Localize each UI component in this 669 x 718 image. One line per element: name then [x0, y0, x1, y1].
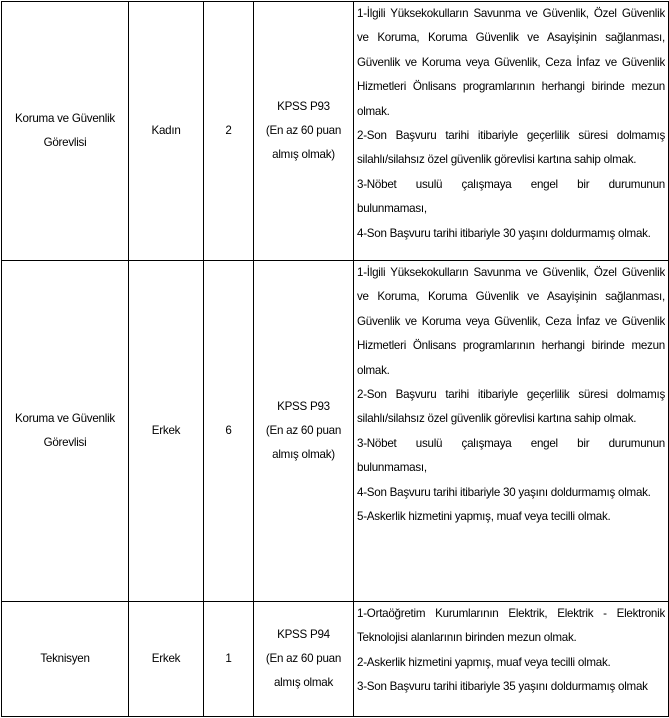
requirement-line: ve Koruma, Koruma Güvenlik ve Asayişinin sağlanması,: [357, 31, 665, 45]
requirement-line: silahlı/silahsız özel güvenlik görevlisi kartına sahip olmak.: [357, 153, 637, 167]
score-line: almış olmak): [272, 148, 335, 161]
position-title-line: Teknisyen: [40, 652, 90, 665]
requirement-line: olmak.: [357, 363, 390, 377]
table-row: [2, 2, 669, 261]
count-cell: [204, 2, 254, 261]
requirement-line: 1-Ortaöğretim Kurumlarının Elektrik, Elektrik - Elektronik: [357, 607, 665, 620]
gender-cell: [129, 2, 204, 261]
requirement-line: ve Koruma, Koruma Güvenlik ve Asayişinin sağlanması,: [357, 290, 665, 304]
requirement-line: 3-Son Başvuru tarihi itibariyle 35 yaşını doldurmamış olmak: [357, 680, 648, 694]
position-title-line: Görevlisi: [43, 436, 87, 449]
requirement-line: silahlı/silahsız özel güvenlik görevlisi kartına sahip olmak.: [357, 412, 637, 426]
requirements-cell: [354, 261, 669, 602]
gender-value: Kadın: [151, 124, 181, 137]
count-value: 2: [225, 124, 232, 137]
requirement-line: 2-Askerlik hizmetini yapmış, muaf veya tecilli olmak.: [357, 655, 611, 669]
table-row: [2, 602, 669, 717]
gender-value: Erkek: [151, 424, 181, 437]
requirement-line: 2-Son Başvuru tarihi itibariyle geçerlilik süresi dolmamış: [357, 388, 665, 402]
requirement-line: bulunmaması,: [357, 202, 427, 216]
requirement-line: olmak.: [357, 104, 390, 118]
requirements-cell: [354, 602, 669, 717]
score-cell: [254, 602, 354, 717]
requirement-line: Teknolojisi alanlarının birinden mezun olmak.: [357, 631, 577, 645]
requirement-line: bulunmaması,: [357, 461, 427, 475]
requirement-line: 2-Son Başvuru tarihi itibariyle geçerlilik süresi dolmamış: [357, 129, 665, 143]
score-line: KPSS P93: [277, 400, 330, 413]
requirement-line: 4-Son Başvuru tarihi itibariyle 30 yaşını doldurmamış olmak.: [357, 226, 651, 240]
count-value: 1: [225, 652, 232, 665]
score-line: KPSS P93: [277, 100, 330, 113]
requirement-line: Güvenlik ve Koruma veya Güvenlik, Ceza İnfaz ve Güvenlik: [357, 55, 665, 69]
requirement-line: 4-Son Başvuru tarihi itibariyle 30 yaşını doldurmamış olmak.: [357, 485, 651, 499]
requirement-line: 3-Nöbet usulü çalışmaya engel bir durumunun: [357, 177, 665, 191]
score-cell: [254, 261, 354, 602]
score-line: (En az 60 puan: [265, 424, 342, 437]
requirement-line: Hizmetleri Önlisans programlarının herhangi birinde mezun: [357, 80, 665, 94]
score-line: almış olmak: [273, 676, 334, 689]
score-line: KPSS P94: [277, 628, 330, 641]
requirement-line: 5-Askerlik hizmetini yapmış, muaf veya tecilli olmak.: [357, 510, 611, 524]
position-title-line: Koruma ve Güvenlik: [15, 112, 115, 125]
position-title-cell: [2, 2, 129, 261]
position-title-cell: [2, 261, 129, 602]
score-line: (En az 60 puan: [265, 124, 342, 137]
score-line: (En az 60 puan: [265, 652, 342, 665]
requirements-cell: [354, 2, 669, 261]
gender-cell: [129, 261, 204, 602]
position-title-line: Görevlisi: [43, 136, 87, 149]
position-title-line: Koruma ve Güvenlik: [15, 412, 115, 425]
requirement-line: Güvenlik ve Koruma veya Güvenlik, Ceza İnfaz ve Güvenlik: [357, 314, 665, 328]
score-line: almış olmak): [272, 448, 335, 461]
count-value: 6: [225, 424, 232, 437]
gender-cell: [129, 602, 204, 717]
position-title-cell: [2, 602, 129, 717]
requirement-line: 1-İlgili Yüksekokulların Savunma ve Güvenlik, Özel Güvenlik: [357, 266, 665, 279]
count-cell: [204, 261, 254, 602]
requirement-line: 3-Nöbet usulü çalışmaya engel bir durumunun: [357, 436, 665, 450]
count-cell: [204, 602, 254, 717]
job-requirements-table: [1, 1, 669, 717]
requirement-line: 1-İlgili Yüksekokulların Savunma ve Güvenlik, Özel Güvenlik: [357, 7, 665, 20]
requirement-line: Hizmetleri Önlisans programlarının herhangi birinde mezun: [357, 339, 665, 353]
table-row: [2, 261, 669, 602]
gender-value: Erkek: [151, 652, 181, 665]
score-cell: [254, 2, 354, 261]
